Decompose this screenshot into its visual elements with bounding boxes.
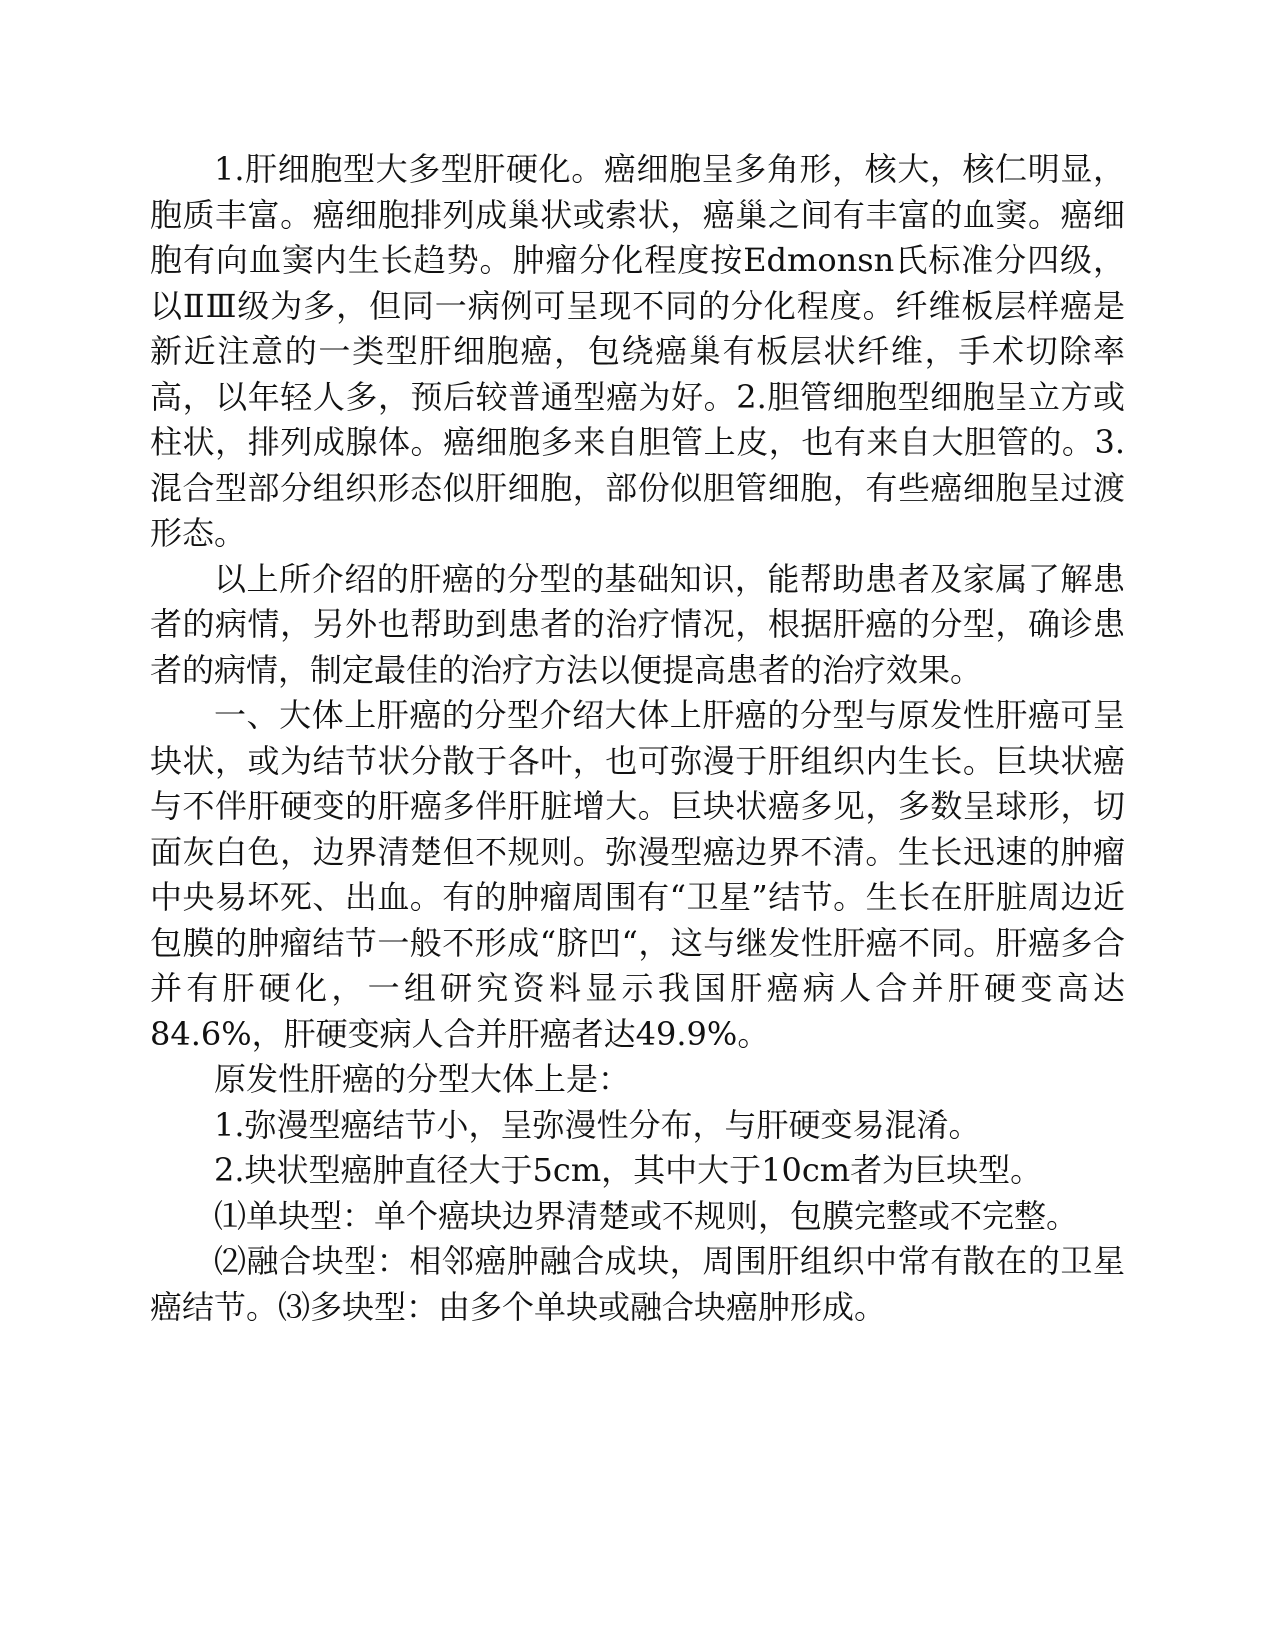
paragraph-single-mass: ⑴单块型：单个癌块边界清楚或不规则，包膜完整或不完整。 [214,1196,1079,1235]
document-body [150,147,1125,1330]
paragraph-gross-types: 一、大体上肝癌的分型介绍大体上肝癌的分型与原发性肝癌可呈块状，或为结节状分散于各叶，也可弥漫于肝组织内生长。巨块状癌与不伴肝硬变的肝癌多伴肝脏增大。巨块状癌多见，多数呈球形，切面灰白色，边界清楚但不规则。弥漫型癌边界不清。生长迅速的肿瘤中央易坏死、出血。有的肿瘤周围有“卫星”结节。生长在肝脏周边近包膜的肿瘤结节一般不形成“脐凹“，这与继发性肝癌不同。肝癌多合并有肝硬化，一组研究资料显示我国肝癌病人合并肝硬变高达84.6%，肝硬变病人合并肝癌者达49.9%。 [150,696,1125,1053]
paragraph-fused-mass: ⑵融合块型：相邻癌肿融合成块，周围肝组织中常有散在的卫星癌结节。⑶多块型：由多个单块或融合块癌肿形成。 [150,1242,1125,1326]
paragraph-summary: 以上所介绍的肝癌的分型的基础知识，能帮助患者及家属了解患者的病情，另外也帮助到患者的治疗情况，根据肝癌的分型，确诊患者的病情，制定最佳的治疗方法以便提高患者的治疗效果。 [150,559,1125,689]
paragraph-primary-intro: 原发性肝癌的分型大体上是： [214,1060,631,1098]
paragraph-diffuse-type: 1.弥漫型癌结节小，呈弥漫性分布，与肝硬变易混淆。 [214,1105,981,1144]
paragraph-cell-types: 1.肝细胞型大多型肝硬化。癌细胞呈多角形，核大，核仁明显，胞质丰富。癌细胞排列成巢状或索状，癌巢之间有丰富的血窦。癌细胞有向血窦内生长趋势。肿瘤分化程度按Edmonsn氏标准分四级，以ⅡⅢ级为多，但同一病例可呈现不同的分化程度。纤维板层样癌是新近注意的一类型肝细胞癌，包绕癌巢有板层状纤维，手术切除率高，以年轻人多，预后较普通型癌为好。2.胆管细胞型细胞呈立方或柱状，排列成腺体。癌细胞多来自胆管上皮，也有来自大胆管的。3.混合型部分组织形态似肝细胞，部份似胆管细胞，有些癌细胞呈过渡形态。 [150,150,1125,552]
paragraph-massive-type: 2.块状型癌肿直径大于5cm，其中大于10cm者为巨块型。 [214,1151,1043,1189]
